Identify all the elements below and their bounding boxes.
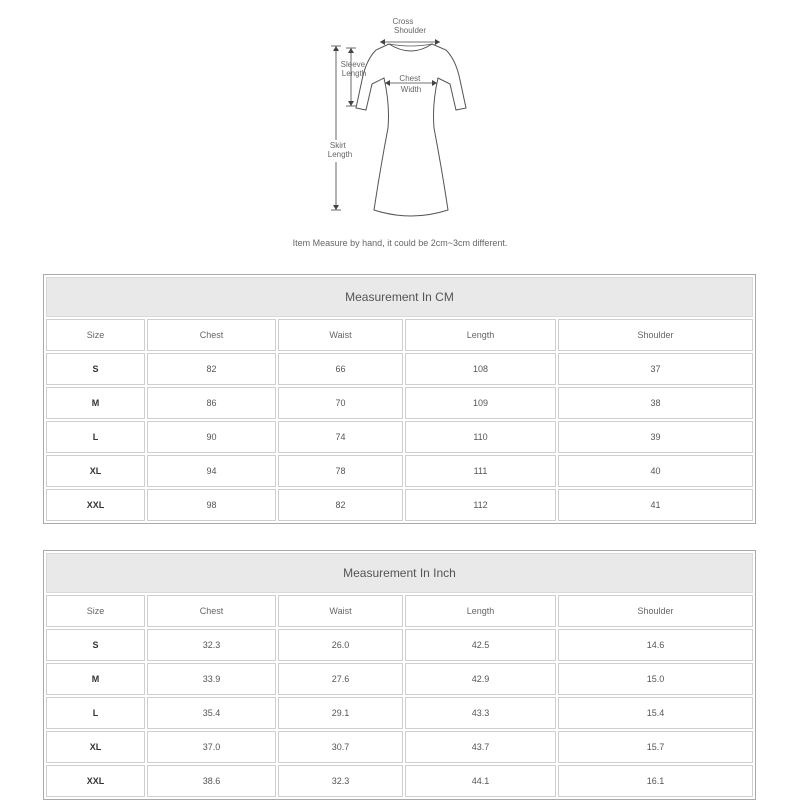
dress-measurement-diagram [0,0,800,232]
table-cell: 78 [278,455,403,487]
sleeve-length-label: Sleeve Length [340,60,367,78]
size-cell: XXL [46,765,145,797]
cross-shoulder-label: Cross Shoulder [392,17,427,35]
table-cell: 38 [558,387,753,419]
size-table-inch [43,550,756,800]
table-row [46,387,753,419]
table-cell: 108 [405,353,556,385]
size-cell: M [46,663,145,695]
table-row [46,765,753,797]
table-cell: 33.9 [147,663,276,695]
table-cell: 110 [405,421,556,453]
header-cell: Size [46,595,145,627]
table-cell: 30.7 [278,731,403,763]
table-cell: 38.6 [147,765,276,797]
table-cell: 94 [147,455,276,487]
table-row [46,421,753,453]
measurement-note: Item Measure by hand, it could be 2cm~3cm different. [292,238,508,248]
table-cell: 27.6 [278,663,403,695]
neckline [389,44,432,46]
table-cell: 14.6 [558,629,753,661]
header-cell: Length [405,595,556,627]
table-cell: 70 [278,387,403,419]
table-cell: 111 [405,455,556,487]
table-cell: 37 [558,353,753,385]
size-cell: L [46,421,145,453]
table-row [46,731,753,763]
table-cell: 109 [405,387,556,419]
table-cell: 39 [558,421,753,453]
table-cell: 86 [147,387,276,419]
size-cell: XL [46,731,145,763]
table-row [46,663,753,695]
header-cell: Size [46,319,145,351]
chest-width-label: Chest Width [399,74,422,94]
header-cell: Shoulder [558,319,753,351]
table-cell: 82 [147,353,276,385]
table-cell: 90 [147,421,276,453]
table-cell: 35.4 [147,697,276,729]
table-title: Measurement In CM [46,277,753,317]
table-cell: 15.0 [558,663,753,695]
table-title: Measurement In Inch [46,553,753,593]
size-cell: XXL [46,489,145,521]
dress-outline [356,44,466,216]
size-cell: S [46,629,145,661]
table-cell: 42.5 [405,629,556,661]
table-cell: 82 [278,489,403,521]
table-cell: 40 [558,455,753,487]
table-cell: 16.1 [558,765,753,797]
table-cell: 42.9 [405,663,556,695]
table-row [46,489,753,521]
table-row [46,353,753,385]
table-cell: 29.1 [278,697,403,729]
size-cell: S [46,353,145,385]
table-cell: 43.3 [405,697,556,729]
table-cell: 15.4 [558,697,753,729]
header-cell: Waist [278,319,403,351]
size-table-cm [43,274,756,524]
table-cell: 43.7 [405,731,556,763]
table-cell: 66 [278,353,403,385]
table-cell: 32.3 [278,765,403,797]
table-cell: 15.7 [558,731,753,763]
table-cell: 112 [405,489,556,521]
table-cell: 41 [558,489,753,521]
table-header-row [46,319,753,351]
size-cell: L [46,697,145,729]
header-cell: Waist [278,595,403,627]
header-cell: Shoulder [558,595,753,627]
table-cell: 32.3 [147,629,276,661]
header-cell: Length [405,319,556,351]
table-row [46,697,753,729]
table-row [46,629,753,661]
header-cell: Chest [147,595,276,627]
header-cell: Chest [147,319,276,351]
table-cell: 74 [278,421,403,453]
table-cell: 37.0 [147,731,276,763]
table-cell: 44.1 [405,765,556,797]
size-cell: M [46,387,145,419]
table-cell: 26.0 [278,629,403,661]
size-cell: XL [46,455,145,487]
table-header-row [46,595,753,627]
table-cell: 98 [147,489,276,521]
table-row [46,455,753,487]
skirt-length-label: Skirt Length [327,141,353,159]
